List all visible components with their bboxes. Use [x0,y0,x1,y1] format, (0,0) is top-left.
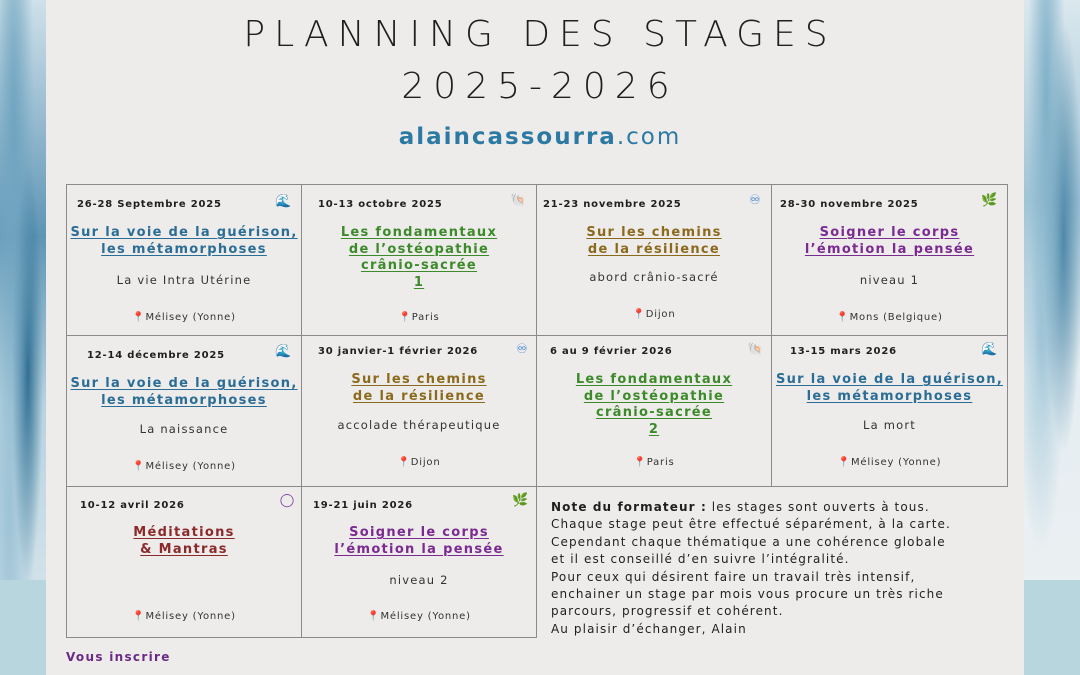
stage-location: 📍Mélisey (Yonne) [132,312,236,323]
stage-date: 21-23 novembre 2025 [543,199,682,210]
website-link[interactable] [0,124,1080,150]
stage-subtitle: niveau 1 [859,273,920,287]
stage-title-link[interactable]: Sur les chemins de la résilience [586,225,722,257]
stage-location: 📍Mélisey (Yonne) [837,457,942,468]
infinity-icon: ♾ [516,342,528,357]
stage-subtitle: La mort [863,418,916,432]
stage-date: 6 au 9 février 2026 [550,346,673,357]
stage-cell [66,486,302,638]
stage-cell [301,184,537,336]
stage-location: 📍Mons (Belgique) [836,312,943,323]
stage-title-link[interactable]: Sur la voie de la guérison, les métamorphoses [70,225,298,257]
stage-location: 📍Mélisey (Yonne) [367,611,471,622]
stage-title-link[interactable]: Soigner le corps l’émotion la pensée [334,525,504,557]
stage-location: 📍Mélisey (Yonne) [132,611,236,622]
pin-icon: 📍 [132,312,146,323]
leaf-icon: 🌿 [512,493,529,508]
pin-icon: 📍 [837,457,851,468]
stage-date: 26-28 Septembre 2025 [77,199,222,210]
shell-icon: 🐚 [747,342,764,357]
stage-date: 13-15 mars 2026 [790,346,897,357]
stage-subtitle: La vie Intra Utérine [116,273,252,287]
stage-title-link[interactable]: Sur la voie de la guérison, les métamorphoses [775,372,1004,404]
pin-icon: 📍 [633,457,647,468]
stage-title-link[interactable]: Sur les chemins de la résilience [351,372,487,404]
page-year: 2025-2026 [401,66,679,107]
stage-location: 📍Paris [398,312,440,323]
stage-location: 📍Dijon [632,309,676,320]
page-title: PLANNING DES STAGES [243,14,837,55]
infinity-icon: ♾ [749,193,761,208]
pin-icon: 📍 [397,457,411,468]
pin-icon: 📍 [132,611,146,622]
stage-cell [536,335,772,487]
circle-icon: ◯ [279,493,295,508]
stage-date: 30 janvier-1 février 2026 [318,346,478,357]
stage-title-link[interactable]: Sur la voie de la guérison, les métamorphoses [70,376,298,408]
trainer-note: Note du formateur : les stages sont ouverts à tous. Chaque stage peut être effectué séparément, à la carte. Cependant chaque thématique a une cohérence globale et il est conseillé d’en suivre l’intégralité. Pour ceux qui désirent faire un travail très intensif, enchainer un stage par mois vous procure un très riche parcours, progressif et cohérent. Au plaisir d’échanger, Alain [551,500,951,636]
pin-icon: 📍 [132,461,146,472]
stage-subtitle: La naissance [139,422,229,436]
wave-icon: 🌊 [275,344,292,359]
stage-cell [536,184,772,336]
stage-cell [301,335,537,487]
pin-icon: 📍 [398,312,412,323]
shell-icon: 🐚 [510,193,527,208]
stage-cell [66,335,302,487]
stage-subtitle: niveau 2 [389,573,449,587]
stage-date: 12-14 décembre 2025 [87,350,225,361]
decorative-right-bottom [1024,580,1080,675]
wave-icon: 🌊 [981,342,998,357]
stage-cell [771,335,1008,487]
stage-cell [301,486,537,638]
stage-location: 📍Mélisey (Yonne) [132,461,236,472]
stage-subtitle: accolade thérapeutique [337,418,501,432]
wave-icon: 🌊 [275,194,292,209]
stage-location: 📍Paris [633,457,675,468]
site-tld: .com [616,124,682,150]
pin-icon: 📍 [367,611,381,622]
pin-icon: 📍 [836,312,850,323]
decorative-left-bottom [0,580,46,675]
stage-title-link[interactable]: Soigner le corps l’émotion la pensée [804,225,975,257]
stage-title-link[interactable]: Les fondamentaux de l’ostéopathie crânio-sacrée 1 [340,225,498,290]
stage-date: 28-30 novembre 2025 [780,199,919,210]
stage-title-link[interactable]: Les fondamentaux de l’ostéopathie crânio-sacrée 2 [575,372,733,437]
stage-subtitle: abord crânio-sacré [589,270,719,284]
stage-cell [771,184,1008,336]
stage-location: 📍Dijon [397,457,441,468]
stage-date: 10-12 avril 2026 [80,500,185,511]
stage-date: 10-13 octobre 2025 [318,199,443,210]
stage-cell [66,184,302,336]
register-link[interactable]: Vous inscrire [66,650,171,664]
leaf-icon: 🌿 [981,193,998,208]
site-name: alaincassourra [398,124,617,150]
stage-title-link[interactable]: Méditations & Mantras [133,525,235,557]
note-label: Note du formateur : [551,500,707,514]
stage-date: 19-21 juin 2026 [313,500,413,511]
pin-icon: 📍 [632,309,646,320]
